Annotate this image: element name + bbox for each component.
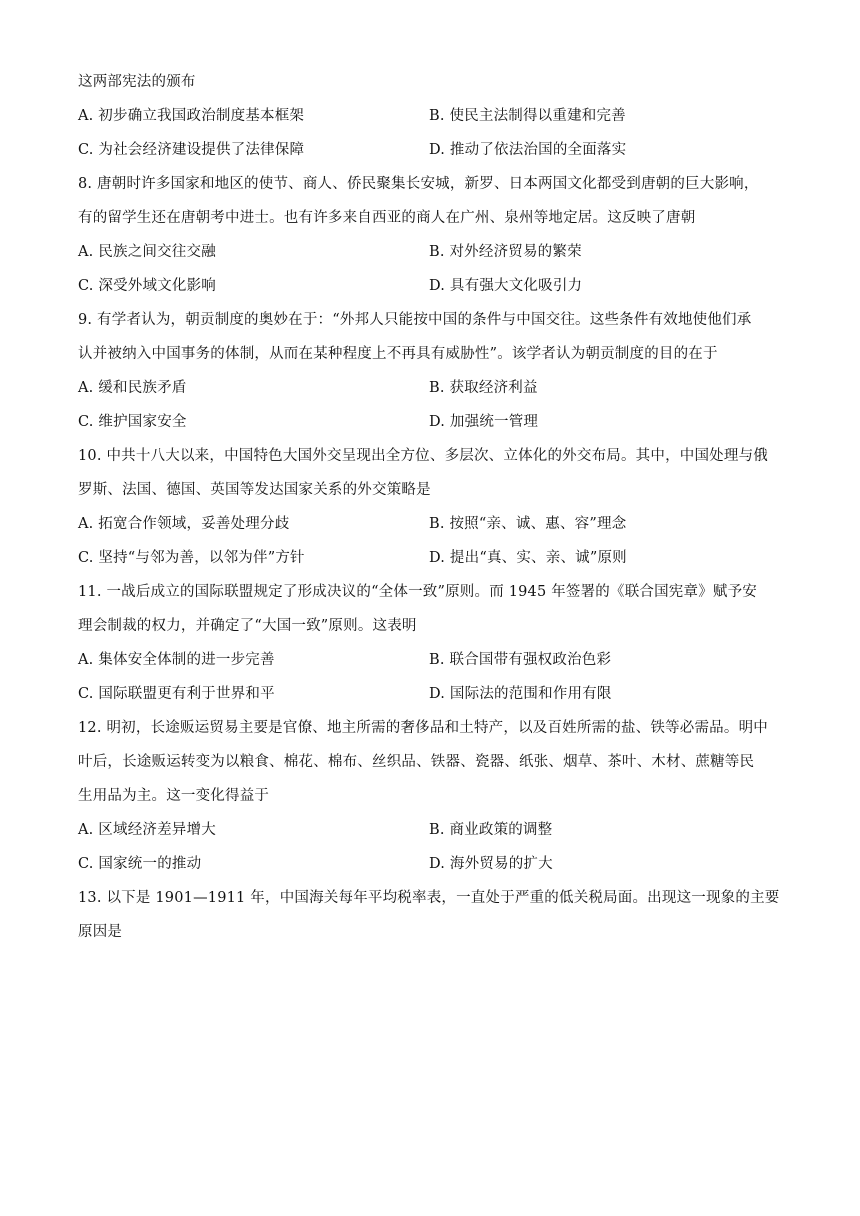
q10-stem-line-1: 10. 中共十八大以来，中国特色大国外交呈现出全方位、多层次、立体化的外交布局。其中，中国处理与俄 — [78, 448, 768, 464]
q8-stem-line-1: 8. 唐朝时许多国家和地区的使节、商人、侨民聚集长安城，新罗、日本两国文化都受到唐朝的巨大影响， — [78, 176, 759, 192]
q8-option-a: A. 民族之间交往交融 — [78, 244, 216, 260]
q10-options-row-1 — [78, 514, 790, 534]
q13-stem-line-1: 13. 以下是 1901—1911 年，中国海关每年平均税率表，一直处于严重的低关税局面。出现这一现象的主要 — [78, 890, 780, 906]
q8-options-row-2 — [78, 276, 790, 296]
q11-option-a: A. 集体安全体制的进一步完善 — [78, 652, 275, 668]
q7-option-c: C. 为社会经济建设提供了法律保障 — [78, 142, 305, 158]
q12-stem-line-3: 生用品为主。这一变化得益于 — [78, 788, 270, 804]
q10-option-c: C. 坚持“与邻为善，以邻为伴”方针 — [78, 550, 305, 566]
q12-option-a: A. 区域经济差异增大 — [78, 822, 216, 838]
q9-stem-line-1: 9. 有学者认为，朝贡制度的奥妙在于：“外邦人只能按中国的条件与中国交往。这些条件有效地使他们承 — [78, 312, 752, 328]
q11-options-row-1 — [78, 650, 790, 670]
q10-option-d: D. 提出“真、实、亲、诚”原则 — [429, 550, 627, 566]
q11-option-b: B. 联合国带有强权政治色彩 — [429, 652, 612, 668]
q7-stem-tail: 这两部宪法的颁布 — [78, 74, 196, 90]
q7-option-a: A. 初步确立我国政治制度基本框架 — [78, 108, 305, 124]
q7-option-d: D. 推动了依法治国的全面落实 — [429, 142, 627, 158]
q9-option-a: A. 缓和民族矛盾 — [78, 380, 187, 396]
q12-options-row-1 — [78, 820, 790, 840]
q8-option-d: D. 具有强大文化吸引力 — [429, 278, 583, 294]
q11-stem-line-1: 11. 一战后成立的国际联盟规定了形成决议的“全体一致”原则。而 1945 年签署的《联合国宪章》赋予安 — [78, 584, 758, 600]
q7-option-b: B. 使民主法制得以重建和完善 — [429, 108, 626, 124]
q12-option-d: D. 海外贸易的扩大 — [429, 856, 553, 872]
q9-options-row-2 — [78, 412, 790, 432]
q10-options-row-2 — [78, 548, 790, 568]
q9-option-b: B. 获取经济利益 — [429, 380, 538, 396]
q9-options-row-1 — [78, 378, 790, 398]
q11-option-d: D. 国际法的范围和作用有限 — [429, 686, 612, 702]
q11-options-row-2 — [78, 684, 790, 704]
q8-option-b: B. 对外经济贸易的繁荣 — [429, 244, 582, 260]
q8-options-row-1 — [78, 242, 790, 262]
q12-option-c: C. 国家统一的推动 — [78, 856, 202, 872]
q13-stem-line-2: 原因是 — [78, 924, 123, 940]
q11-stem-line-2: 理会制裁的权力，并确定了“大国一致”原则。这表明 — [78, 618, 417, 634]
q12-stem-line-2: 叶后，长途贩运转变为以粮食、棉花、棉布、丝织品、铁器、瓷器、纸张、烟草、茶叶、木材、蔗糖等民 — [78, 754, 755, 770]
q9-stem-line-2: 认并被纳入中国事务的体制，从而在某种程度上不再具有威胁性”。该学者认为朝贡制度的目的在于 — [78, 346, 718, 362]
q9-option-c: C. 维护国家安全 — [78, 414, 187, 430]
q7-options-row-1 — [78, 106, 790, 126]
q10-option-a: A. 拓宽合作领域，妥善处理分歧 — [78, 516, 290, 532]
q10-option-b: B. 按照“亲、诚、惠、容”理念 — [429, 516, 627, 532]
q8-stem-line-2: 有的留学生还在唐朝考中进士。也有许多来自西亚的商人在广州、泉州等地定居。这反映了唐朝 — [78, 210, 696, 226]
q10-stem-line-2: 罗斯、法国、德国、英国等发达国家关系的外交策略是 — [78, 482, 431, 498]
q9-option-d: D. 加强统一管理 — [429, 414, 539, 430]
q11-option-c: C. 国际联盟更有利于世界和平 — [78, 686, 275, 702]
q7-options-row-2 — [78, 140, 790, 160]
q12-option-b: B. 商业政策的调整 — [429, 822, 553, 838]
q8-option-c: C. 深受外域文化影响 — [78, 278, 216, 294]
q12-stem-line-1: 12. 明初，长途贩运贸易主要是官僚、地主所需的奢侈品和土特产，以及百姓所需的盐、铁等必需品。明中 — [78, 720, 768, 736]
q12-options-row-2 — [78, 854, 790, 874]
